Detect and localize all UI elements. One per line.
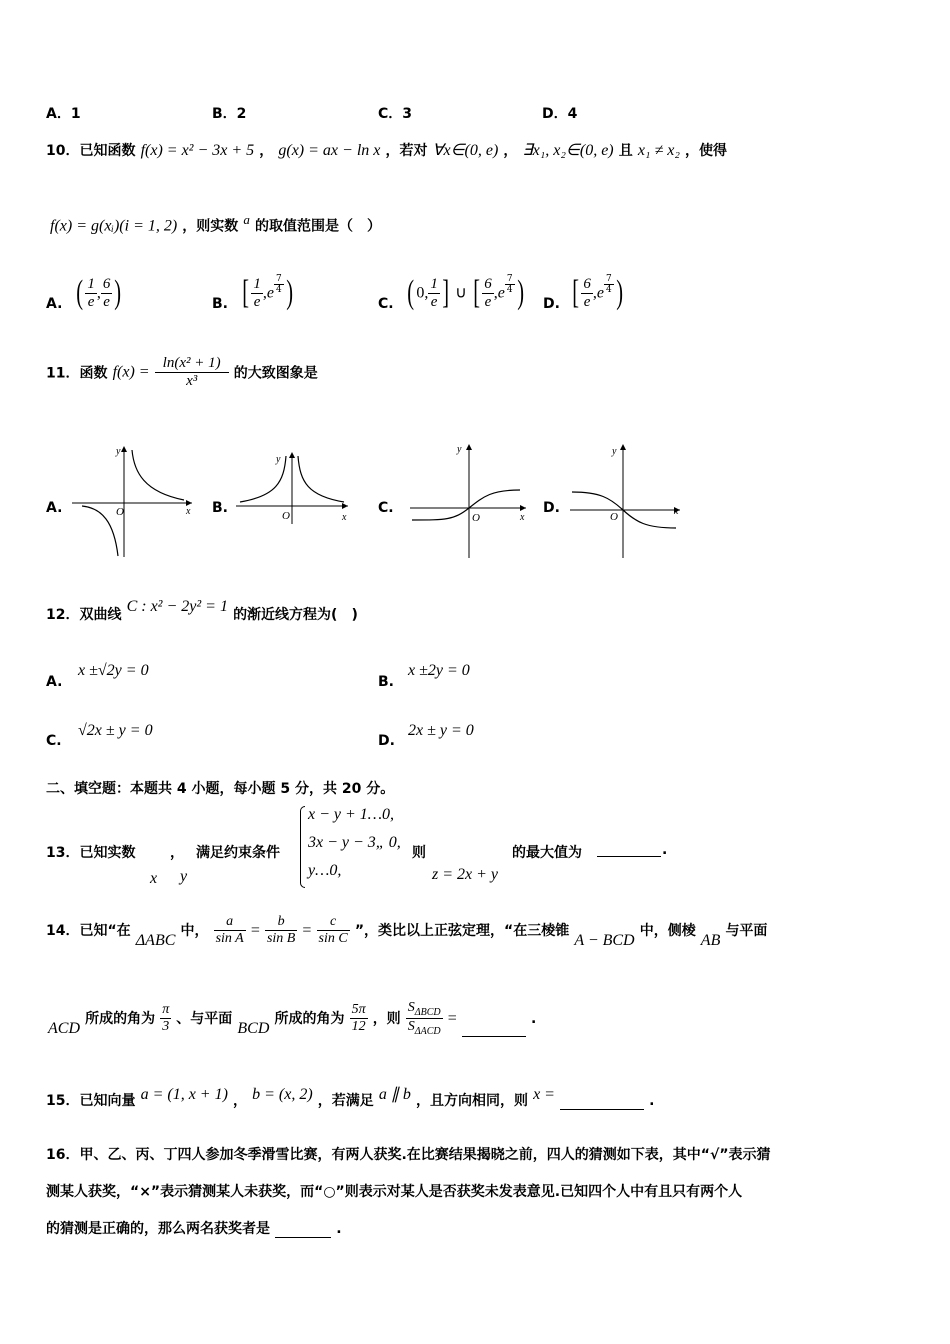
q13-x: x (150, 870, 158, 887)
q11-graph-a (72, 442, 197, 560)
q10-neq: x₁ ≠ x₂ (637, 142, 680, 159)
q14-eq-2: = (302, 922, 312, 939)
q14-pi12-den: 12 (351, 1018, 366, 1034)
q9-option-c: C．3 (378, 106, 413, 122)
q11-option-c-label: C. (378, 500, 394, 516)
q15-number: 15．已知向量 (46, 1093, 136, 1109)
q12-option-c-label: C. (46, 733, 62, 749)
q14-text-then: ，则 (372, 1010, 401, 1027)
q10-a-var: a (243, 212, 250, 227)
q10-f-def: f(x) = x² − 3x + 5 (140, 142, 255, 159)
q9-option-b: B．2 (212, 106, 247, 122)
q11-graph-c (410, 440, 532, 560)
q15-end: . (649, 1093, 655, 1109)
q13-constraint-1: x − y + 1…0, (308, 806, 395, 823)
question-15: 15．已知向量 a = (1, x + 1) ， b = (x, 2) ，若满足 a ∥ b ，且方向相同，则 x = . (46, 1086, 655, 1109)
q9-option-d: D．4 (542, 106, 578, 122)
q11-a-x-label: x (186, 506, 191, 517)
q15-parallel: a ∥ b (378, 1086, 411, 1103)
q12-option-b-label: B. (378, 674, 394, 690)
question-10: 10．已知函数 f(x) = x² − 3x + 5 ， g(x) = ax − ln x ，若对 ∀x∈(0, e) ， ∃x₁, x₂∈(0, e) 且 x₁ ≠ x₂ ，使得 (46, 142, 728, 159)
q11-a-curve-right (132, 450, 184, 500)
q14-text-angle2: 所成的角为 (274, 1010, 345, 1027)
q13-number: 13．已知实数 (46, 845, 136, 861)
q10-condition: f(x) = g(xᵢ)(i = 1, 2) (50, 217, 178, 235)
q10-option-a-label: A. (46, 296, 63, 312)
q10-text-ruo: ，若对 (385, 143, 428, 159)
q14-f2-num: b (265, 914, 297, 931)
q11-a-curve-left (82, 506, 118, 556)
q10-text-shide: ，使得 (685, 143, 728, 159)
q10-exists: ∃x₁, x₂∈(0, e) (522, 142, 614, 159)
q13-tail: 的最大值为 (512, 845, 582, 861)
q14-pi3-den: 3 (162, 1018, 170, 1034)
q11-fraction (155, 355, 229, 390)
q11-d-y-label: y (612, 446, 617, 457)
q15-b-vec: b = (x, 2) (252, 1086, 313, 1103)
q10-text-qie: 且 (618, 143, 633, 159)
q14-text-analog: ”，类比以上正弦定理，“在三棱锥 (354, 923, 570, 939)
q13-answer-blank (597, 842, 661, 857)
q10-line2 (50, 212, 381, 235)
q10-number: 10．已知函数 (46, 143, 136, 159)
q14-eq-3: = (447, 1009, 457, 1027)
q11-c-curve (412, 490, 520, 520)
q14-triangle: ΔABC (135, 932, 176, 949)
q14-pi12-num: 5π (351, 1001, 366, 1017)
q10-g-def: g(x) = ax − ln x (278, 142, 381, 159)
q14-s-den: S (407, 1018, 415, 1034)
q10-text-range: 的取值范围是（ ） (254, 218, 381, 235)
q13-constraint-2: 3x − y − 3„ 0, (308, 834, 401, 851)
q14-acd: ACD (48, 1019, 80, 1037)
q13-then: 则 (412, 845, 426, 861)
q12-tail: 的渐近线方程为( ) (233, 607, 358, 623)
q15-a-vec: a = (1, x + 1) (140, 1086, 228, 1103)
q11-d-x-label: x (674, 506, 679, 517)
q14-f2-den: sin B (266, 931, 296, 946)
q14-answer-blank (462, 1022, 526, 1037)
q10-forall: ∀x∈(0, e) (432, 142, 499, 159)
q12-curve: C : x² − 2y² = 1 (126, 598, 228, 615)
q16-end: . (336, 1221, 342, 1237)
q11-option-b-label: B. (212, 500, 228, 516)
q10-option-a-expr: ( $\frac{1}{e}$ , $\frac{6}{e}$ ) (76, 274, 122, 311)
q11-option-d-label: D. (543, 500, 560, 516)
q14-f3-num: c (317, 914, 350, 931)
q11-c-x-label: x (520, 512, 525, 523)
q14-s-num-sub: ΔBCD (414, 1006, 441, 1018)
q13-cond-label: 满足约束条件 (196, 845, 280, 861)
q10-option-c-expr: ( 0, $\frac{1}{e}$ ] ∪ [ $\frac{6}{e}$ ,e $^{\frac{7}{4}}$ ) (407, 274, 524, 311)
q12-option-d-label: D. (378, 733, 395, 749)
q15-text-same: ，且方向相同，则 (415, 1093, 528, 1109)
q11-c-origin: O (472, 512, 480, 524)
q12-option-b-eq: x ±2y = 0 (408, 662, 470, 679)
q10-option-d-label: D. (543, 296, 560, 312)
q10-option-d-expr: [ $\frac{6}{e}$ ,e $^{\frac{7}{4}}$ ) (572, 274, 623, 311)
q14-ab: AB (700, 932, 721, 949)
q11-option-a-label: A. (46, 500, 63, 516)
q11-d-origin: O (610, 511, 618, 523)
q16-line-2: 测某人获奖，“×”表示猜测某人未获奖，而“○”则表示对某人是否获奖未发表意见.已知四个人中有且只有两个人 (46, 1184, 743, 1200)
q12-option-a-eq: x ±√2y = 0 (78, 662, 149, 679)
q15-text-ruo: ，若满足 (317, 1093, 374, 1109)
q14-f3-den: sin C (318, 931, 348, 946)
q11-b-origin: O (282, 510, 290, 522)
q10-option-c-label: C. (378, 296, 394, 312)
q14-s-num: S (407, 1000, 415, 1015)
q11-graph-b (236, 448, 354, 528)
q12-option-c-eq: √2x ± y = 0 (78, 722, 153, 739)
q10-option-b-label: B. (212, 296, 228, 312)
question-11 (46, 355, 318, 390)
q11-b-y-label: y (276, 454, 281, 465)
q13-y: y (180, 868, 188, 885)
q11-numerator: ln(x² + 1) (155, 355, 229, 373)
q13-constraint-3: y…0, (308, 862, 342, 879)
q14-pyramid: A − BCD (574, 932, 635, 949)
q14-eq-1: = (250, 922, 260, 939)
q10-text-then: ，则实数 (182, 218, 239, 235)
q11-tail: 的大致图象是 (233, 365, 318, 382)
q14-number: 14．已知“在 (46, 923, 131, 939)
q9-option-a: A．1 (46, 106, 81, 122)
q14-bcd: BCD (237, 1019, 270, 1037)
question-14-line2 (48, 1000, 536, 1037)
q11-c-y-label: y (457, 444, 462, 455)
question-14-line1 (46, 914, 767, 947)
q14-text-plane2: 、与平面 (176, 1010, 233, 1027)
q16-line-1: 16．甲、乙、丙、丁四人参加冬季滑雪比赛，有两人获奖.在比赛结果揭晓之前，四人的猜测如下表，其中“√”表示猜 (46, 1147, 771, 1163)
q10-option-b-expr: [ $\frac{1}{e}$ ,e $^{\frac{7}{4}}$ ) (242, 274, 293, 311)
question-12 (46, 598, 358, 624)
q15-answer-blank (560, 1095, 644, 1110)
q13-comma: ， (170, 845, 184, 861)
q11-a-y-label: y (116, 446, 121, 457)
q15-xeq: x = (533, 1086, 555, 1103)
q11-denominator: x³ (186, 373, 198, 389)
q12-number: 12．双曲线 (46, 607, 122, 623)
q11-number: 11．函数 (46, 365, 108, 382)
q13-z: z = 2x + y (432, 866, 499, 883)
q12-option-d-eq: 2x ± y = 0 (408, 722, 474, 739)
q14-end: . (530, 1010, 537, 1027)
q13-end: . (662, 842, 668, 858)
q11-fx: f(x) = (112, 363, 150, 381)
q14-s-den-sub: ΔACD (414, 1025, 441, 1037)
q13-brace (300, 806, 305, 888)
q16-line-3: 的猜测是正确的，那么两名获奖者是 (46, 1221, 270, 1237)
q11-graph-d (570, 440, 686, 560)
q14-text-angle1: 所成的角为 (85, 1010, 156, 1027)
q14-text-plane: 与平面 (725, 923, 768, 939)
q14-pi3-num: π (162, 1001, 170, 1017)
q14-f1-den: sin A (215, 931, 244, 946)
q12-option-a-label: A. (46, 674, 63, 690)
section-2-heading: 二、填空题：本题共 4 小题，每小题 5 分，共 20 分。 (46, 781, 395, 797)
q11-b-x-label: x (342, 512, 347, 523)
q14-text-edge: 中，侧棱 (639, 923, 696, 939)
q14-f1-num: a (214, 914, 246, 931)
q11-a-origin: O (116, 506, 124, 518)
q16-answer-blank (275, 1223, 331, 1238)
q14-text-zhong: 中， (180, 923, 209, 939)
q16-line-3-wrap (46, 1218, 342, 1238)
q11-b-curve-right (298, 456, 344, 502)
